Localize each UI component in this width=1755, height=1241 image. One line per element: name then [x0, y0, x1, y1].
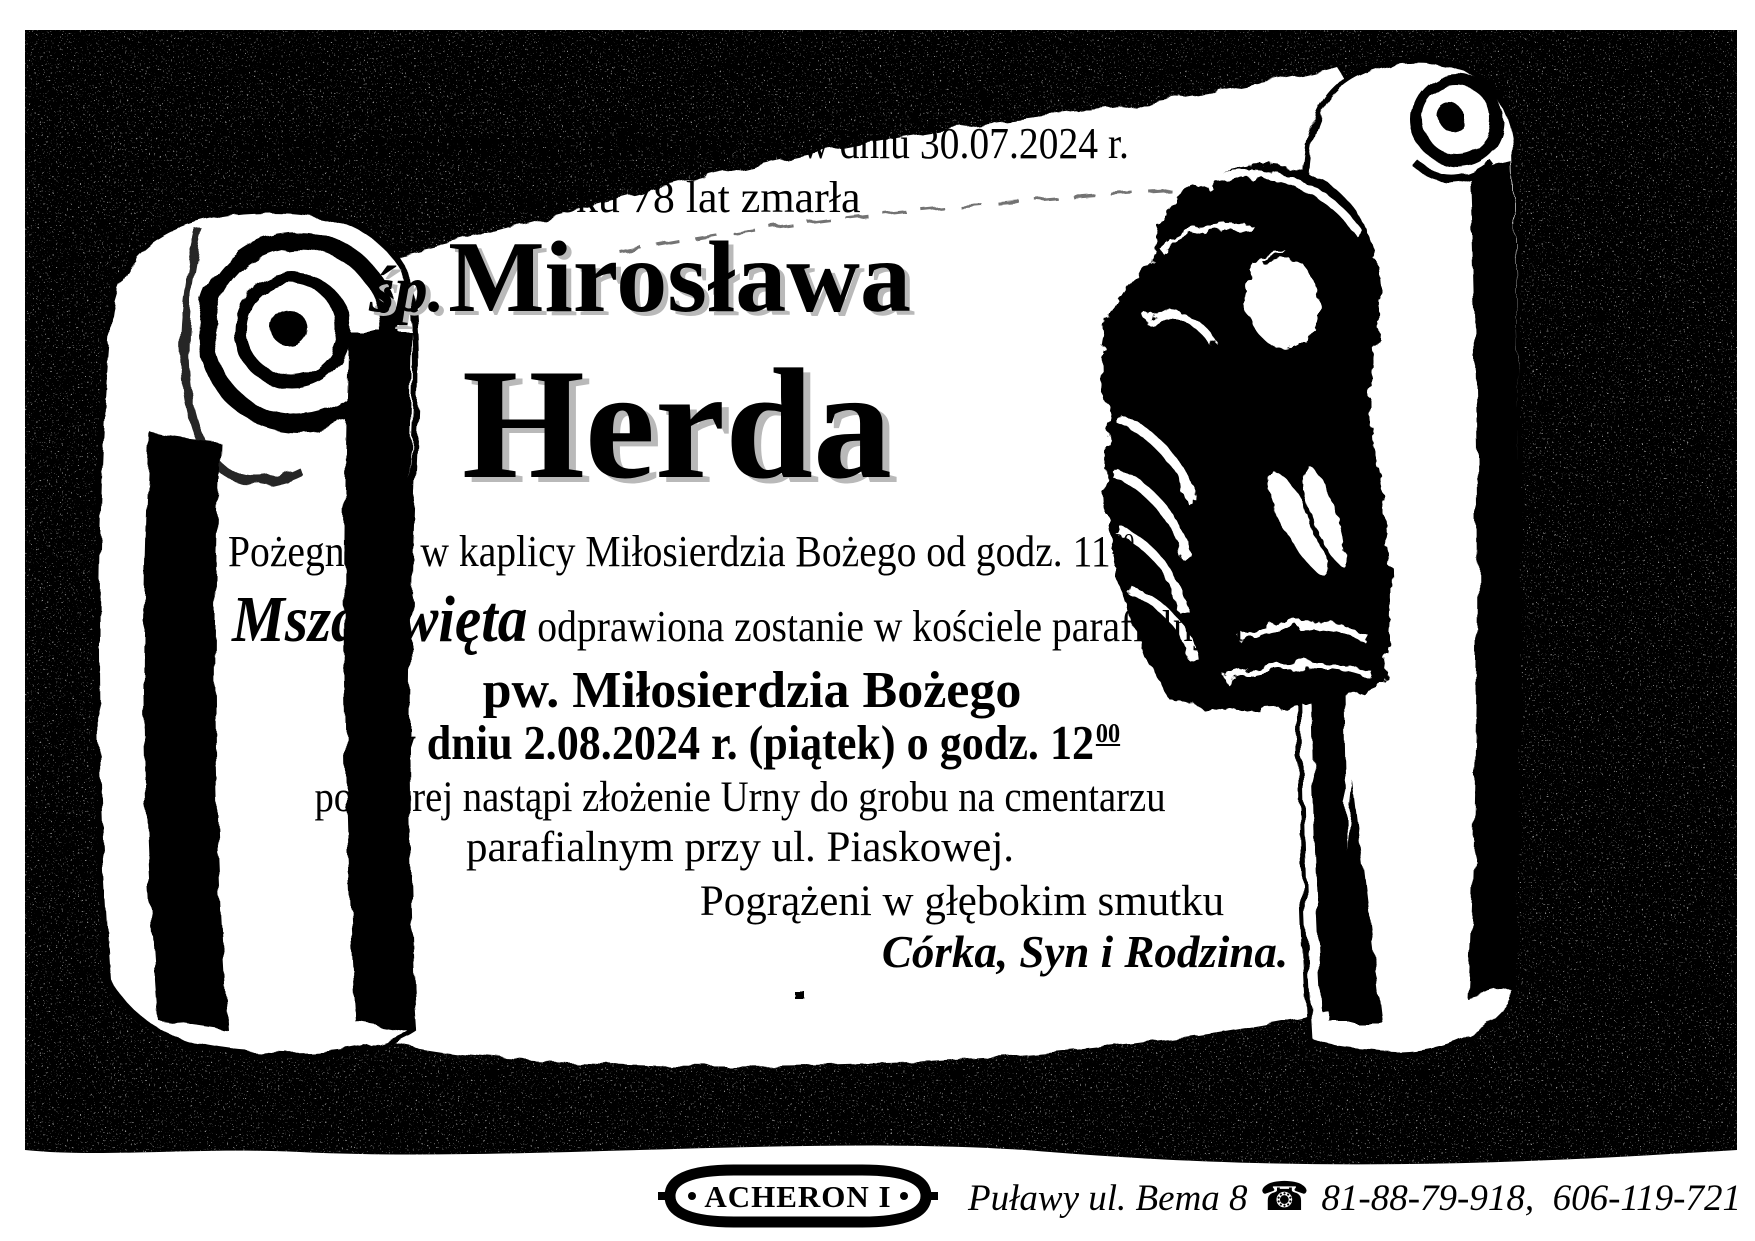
- name-line: [369, 222, 911, 334]
- acheron-logo: [648, 1163, 948, 1229]
- intro-line-2: w wieku 78 lat zmarła: [469, 173, 861, 222]
- farewell-time-superscript: 30: [1112, 529, 1135, 557]
- funeral-home-footer: [648, 1163, 1741, 1229]
- farewell-line: [228, 528, 1134, 576]
- footer-phones: 81-88-79-918, 606-119-721: [1321, 1177, 1741, 1219]
- surname: Herda: [461, 337, 893, 512]
- burial-line-2: parafialnym przy ul. Piaskowej.: [465, 824, 1015, 871]
- phone-icon: ☎: [1259, 1173, 1310, 1219]
- mass-lead: Msza święta: [232, 583, 528, 656]
- mass-line: [232, 584, 1243, 657]
- first-name: Mirosława: [448, 221, 911, 334]
- mass-rest: odprawiona zostanie w kościele parafialnym: [527, 602, 1244, 651]
- logo-right-dot: [900, 1192, 908, 1200]
- logo-left-dot: [688, 1192, 696, 1200]
- burial-line-1: po której nastąpi złożenie Urny do grobu na cmentarzu: [314, 774, 1166, 821]
- datetime-text: w dniu 2.08.2024 r. (piątek) o godz. 12: [383, 715, 1095, 770]
- intro-line-1: Z głębokim żalem zawiadamiamy, że w dniu 30.07.2024 r.: [201, 119, 1129, 168]
- mourners-line: Córka, Syn i Rodzina.: [881, 927, 1289, 977]
- datetime-line: [384, 716, 1120, 770]
- honorific: śp.: [369, 253, 445, 326]
- parish-line: pw. Miłosierdzia Bożego: [482, 662, 1022, 719]
- farewell-text: Pożegnanie w kaplicy Miłosierdzia Bożego od godz. 11: [228, 527, 1111, 576]
- mourning-line: Pogrążeni w głębokim smutku: [699, 878, 1225, 925]
- datetime-superscript: 00: [1095, 717, 1121, 748]
- footer-address: Puławy ul. Bema 8: [968, 1177, 1248, 1219]
- logo-text: ACHERON I: [704, 1179, 892, 1214]
- footer-contact: [968, 1173, 1741, 1220]
